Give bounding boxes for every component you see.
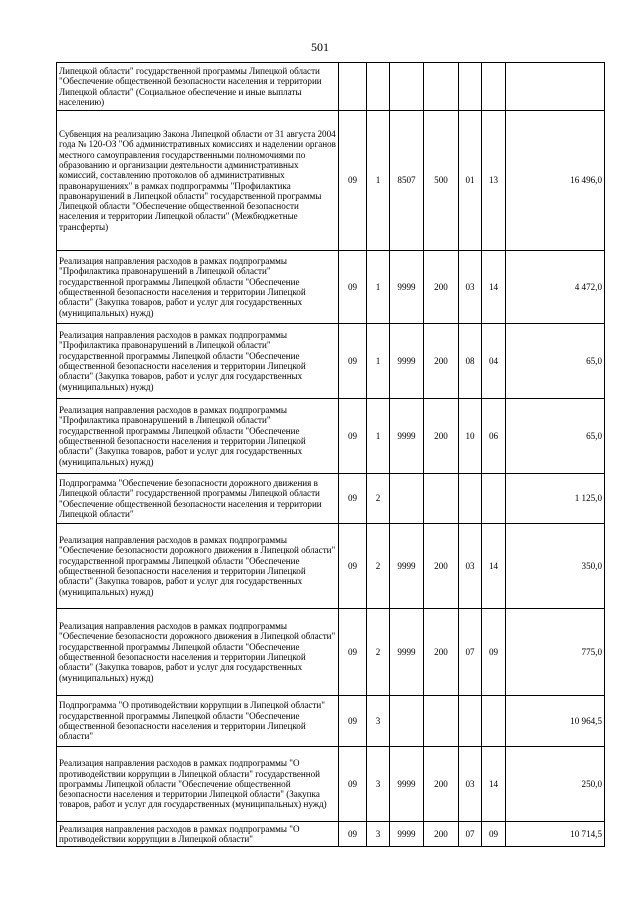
cell-rz: 08 xyxy=(459,324,482,399)
cell-sum: 10 714,5 xyxy=(506,822,605,847)
table-row xyxy=(57,696,605,747)
cell-vr xyxy=(424,474,459,524)
cell-pp: 1 xyxy=(367,399,390,474)
cell-gp xyxy=(339,63,367,111)
budget-table xyxy=(56,62,605,847)
cell-rz xyxy=(459,474,482,524)
cell-gp: 09 xyxy=(339,251,367,324)
cell-gp: 09 xyxy=(339,324,367,399)
cell-dir: 9999 xyxy=(390,399,424,474)
table-row xyxy=(57,822,605,847)
cell-dir: 8507 xyxy=(390,111,424,251)
cell-pp: 3 xyxy=(367,747,390,822)
table-row xyxy=(57,324,605,399)
cell-pp: 1 xyxy=(367,251,390,324)
table-row xyxy=(57,251,605,324)
cell-vr: 200 xyxy=(424,747,459,822)
cell-rz: 10 xyxy=(459,399,482,474)
row-description: Подпрограмма "Обеспечение безопасности дорожного движения в Липецкой области" государственной программы Липецкой области "Обеспечение общественной безопасности населения и территории Липецкой области" xyxy=(57,474,339,524)
cell-rz: 07 xyxy=(459,609,482,696)
table-row xyxy=(57,524,605,609)
cell-dir xyxy=(390,696,424,747)
row-description: Реализация направления расходов в рамках подпрограммы "Профилактика правонарушений в Липецкой области" государственной программы Липецкой области "Обеспечение общественной безопасности населения и территории Липецкой области" (Закупка товаров, работ и услуг для государственных (муниципальных) нужд) xyxy=(57,251,339,324)
cell-dir: 9999 xyxy=(390,747,424,822)
table-row xyxy=(57,399,605,474)
cell-dir: 9999 xyxy=(390,251,424,324)
cell-dir: 9999 xyxy=(390,822,424,847)
cell-dir: 9999 xyxy=(390,324,424,399)
row-description: Подпрограмма "О противодействии коррупции в Липецкой области" государственной программы Липецкой области "Обеспечение общественной безопасности населения и территории Липецкой области" xyxy=(57,696,339,747)
cell-pp: 1 xyxy=(367,324,390,399)
cell-sum: 10 964,5 xyxy=(506,696,605,747)
cell-gp: 09 xyxy=(339,399,367,474)
cell-gp: 09 xyxy=(339,609,367,696)
row-description: Субвенция на реализацию Закона Липецкой области от 31 августа 2004 года № 120-ОЗ "Об административных комиссиях и наделении органов местного самоуправления государственными полномочиями по образованию и организации деятельности административных комиссий, составлению протоколов об административных правонарушениях" в рамках подпрограммы "Профилактика правонарушений в Липецкой области" государственной программы Липецкой области "Обеспечение общественной безопасности населения и территории Липецкой области" (Межбюджетные трансферты) xyxy=(57,111,339,251)
cell-gp: 09 xyxy=(339,474,367,524)
row-description: Реализация направления расходов в рамках подпрограммы "Обеспечение безопасности дорожного движения в Липецкой области" государственной программы Липецкой области "Обеспечение общественной безопасности населения и территории Липецкой области" (Закупка товаров, работ и услуг для государственных (муниципальных) нужд) xyxy=(57,524,339,609)
cell-dir: 9999 xyxy=(390,524,424,609)
cell-pp: 2 xyxy=(367,524,390,609)
cell-sum: 250,0 xyxy=(506,747,605,822)
cell-pr: 14 xyxy=(482,747,506,822)
cell-dir xyxy=(390,474,424,524)
cell-rz: 07 xyxy=(459,822,482,847)
cell-pr: 14 xyxy=(482,251,506,324)
cell-vr: 200 xyxy=(424,251,459,324)
table-row xyxy=(57,63,605,111)
cell-sum: 16 496,0 xyxy=(506,111,605,251)
cell-vr xyxy=(424,696,459,747)
cell-vr xyxy=(424,63,459,111)
cell-sum: 65,0 xyxy=(506,399,605,474)
cell-sum xyxy=(506,63,605,111)
cell-pr: 09 xyxy=(482,609,506,696)
table-row xyxy=(57,747,605,822)
cell-pp: 1 xyxy=(367,111,390,251)
cell-rz: 03 xyxy=(459,524,482,609)
row-description: Реализация направления расходов в рамках подпрограммы "Профилактика правонарушений в Липецкой области" государственной программы Липецкой области "Обеспечение общественной безопасности населения и территории Липецкой области" (Закупка товаров, работ и услуг для государственных (муниципальных) нужд) xyxy=(57,399,339,474)
row-description: Реализация направления расходов в рамках подпрограммы "О противодействии коррупции в Липецкой области" государственной программы Липецкой области "Обеспечение общественной безопасности населения и территории Липецкой области" (Закупка товаров, работ и услуг для государственных (муниципальных) нужд) xyxy=(57,747,339,822)
cell-gp: 09 xyxy=(339,524,367,609)
cell-pr: 14 xyxy=(482,524,506,609)
cell-vr: 500 xyxy=(424,111,459,251)
cell-pr: 06 xyxy=(482,399,506,474)
cell-sum: 775,0 xyxy=(506,609,605,696)
cell-sum: 65,0 xyxy=(506,324,605,399)
row-description: Реализация направления расходов в рамках подпрограммы "Профилактика правонарушений в Липецкой области" государственной программы Липецкой области "Обеспечение общественной безопасности населения и территории Липецкой области" (Закупка товаров, работ и услуг для государственных (муниципальных) нужд) xyxy=(57,324,339,399)
cell-pr: 04 xyxy=(482,324,506,399)
cell-pp: 3 xyxy=(367,822,390,847)
cell-gp: 09 xyxy=(339,111,367,251)
cell-rz xyxy=(459,696,482,747)
cell-gp: 09 xyxy=(339,822,367,847)
cell-pp: 3 xyxy=(367,696,390,747)
row-description: Реализация направления расходов в рамках подпрограммы "Обеспечение безопасности дорожного движения в Липецкой области" государственной программы Липецкой области "Обеспечение общественной безопасности населения и территории Липецкой области" (Закупка товаров, работ и услуг для государственных (муниципальных) нужд) xyxy=(57,609,339,696)
cell-vr: 200 xyxy=(424,324,459,399)
cell-sum: 1 125,0 xyxy=(506,474,605,524)
cell-pp: 2 xyxy=(367,474,390,524)
cell-gp: 09 xyxy=(339,747,367,822)
cell-rz xyxy=(459,63,482,111)
table-row xyxy=(57,474,605,524)
cell-pr: 13 xyxy=(482,111,506,251)
row-description: Реализация направления расходов в рамках подпрограммы "О противодействии коррупции в Липецкой области" xyxy=(57,822,339,847)
cell-dir: 9999 xyxy=(390,609,424,696)
cell-pr xyxy=(482,63,506,111)
cell-pr xyxy=(482,474,506,524)
cell-sum: 4 472,0 xyxy=(506,251,605,324)
table-row xyxy=(57,609,605,696)
cell-rz: 03 xyxy=(459,251,482,324)
cell-vr: 200 xyxy=(424,399,459,474)
cell-pp: 2 xyxy=(367,609,390,696)
cell-vr: 200 xyxy=(424,822,459,847)
cell-gp: 09 xyxy=(339,696,367,747)
cell-vr: 200 xyxy=(424,524,459,609)
row-description: Липецкой области" государственной программы Липецкой области "Обеспечение общественной безопасности населения и территории Липецкой области" (Социальное обеспечение и иные выплаты населению) xyxy=(57,63,339,111)
cell-pr xyxy=(482,696,506,747)
cell-rz: 03 xyxy=(459,747,482,822)
cell-pp xyxy=(367,63,390,111)
cell-vr: 200 xyxy=(424,609,459,696)
cell-dir xyxy=(390,63,424,111)
table-row xyxy=(57,111,605,251)
cell-rz: 01 xyxy=(459,111,482,251)
cell-sum: 350,0 xyxy=(506,524,605,609)
cell-pr: 09 xyxy=(482,822,506,847)
page-number: 501 xyxy=(311,40,329,54)
